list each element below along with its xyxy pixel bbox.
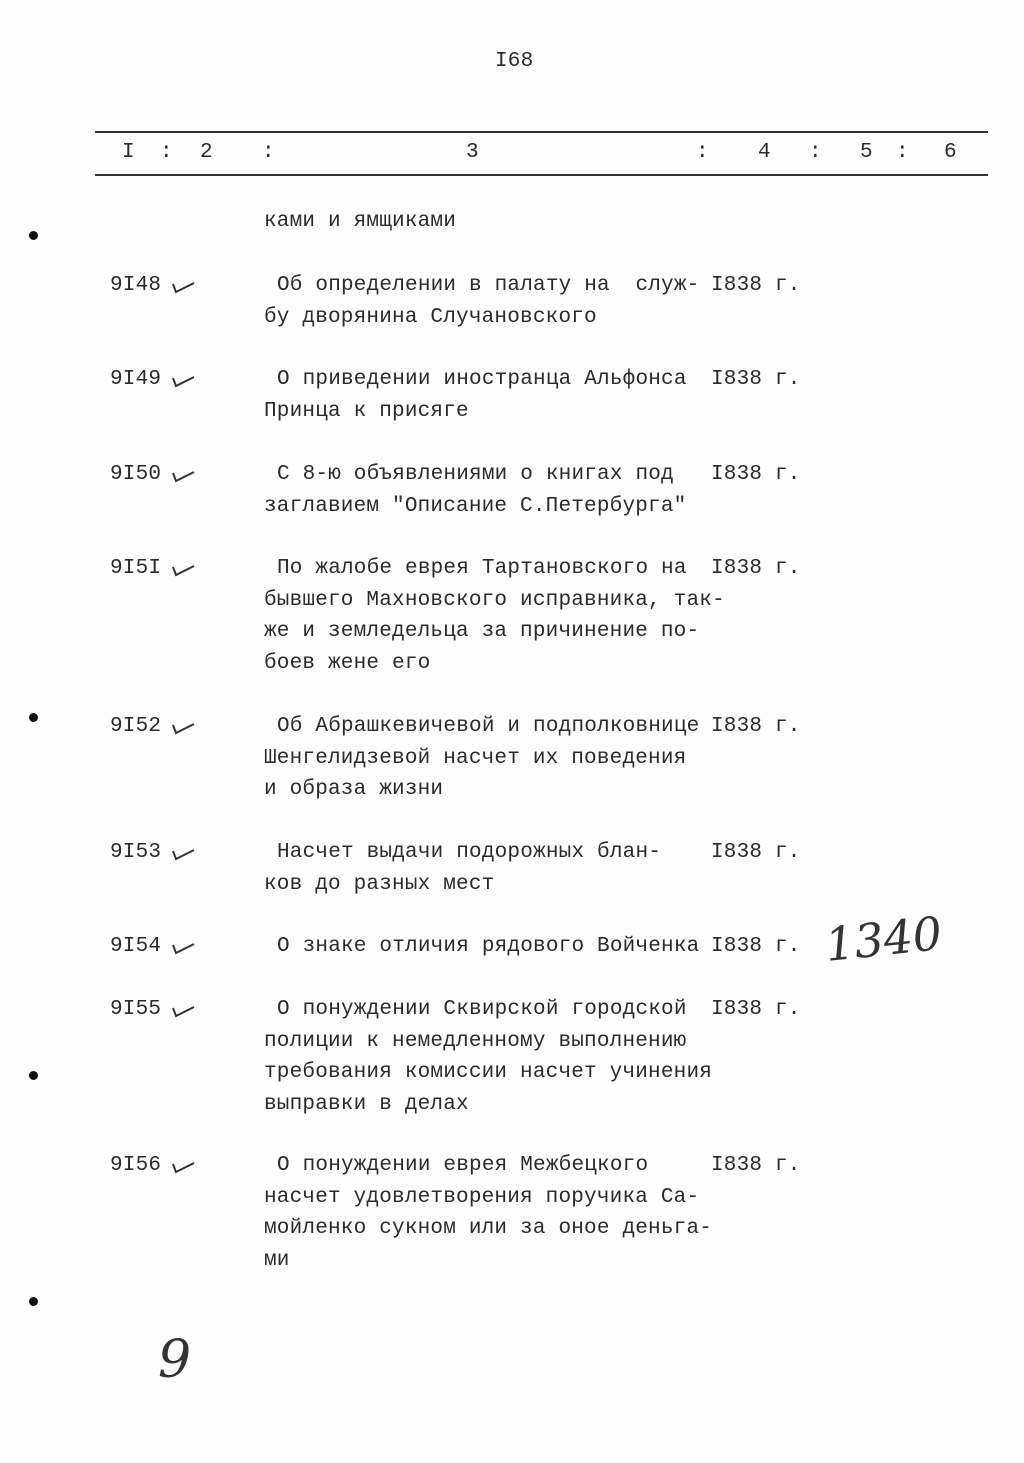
entry-title-line: и образа жизни xyxy=(264,778,444,801)
column-header-5: 5 xyxy=(860,141,873,164)
entry-title-line: Насчет выдачи подорожных блан- xyxy=(277,841,662,864)
checkmark-icon xyxy=(170,721,196,735)
entry-title-line: бу дворянина Случановского xyxy=(264,305,597,329)
entry-title-line: О понуждении Сквирской городской xyxy=(277,998,687,1021)
entry-year: I838 г. xyxy=(711,463,801,486)
punch-hole xyxy=(29,1071,38,1080)
handwritten-mark: 9 xyxy=(158,1330,192,1390)
entry-title-line: насчет удовлетворения поручика Са- xyxy=(264,1185,700,1209)
entry-year: I838 г. xyxy=(711,715,801,738)
entry-number: 9I50 xyxy=(110,463,162,486)
checkmark-icon xyxy=(170,1160,196,1174)
entry-title-line: заглавием "Описание С.Петербурга" xyxy=(264,494,687,518)
entry-title-line: полиции к немедленному выполнению xyxy=(264,1029,687,1053)
checkmark-icon xyxy=(170,563,196,577)
entry-number: 9I53 xyxy=(110,841,162,864)
entry-title-line: боев жене его xyxy=(264,651,431,675)
entry-title-line: О понуждении еврея Межбецкого xyxy=(277,1154,649,1177)
column-separator: : xyxy=(160,141,173,164)
entry-title-line: бывшего Махновского исправника, так- xyxy=(264,588,725,612)
entry-title-line: С 8-ю объявлениями о книгах под xyxy=(277,463,674,486)
checkmark-icon xyxy=(170,1004,196,1018)
entry-year: I838 г. xyxy=(711,557,801,580)
column-separator: : xyxy=(809,141,822,164)
checkmark-icon xyxy=(170,469,196,483)
column-header-I: I xyxy=(122,141,135,164)
entry-title-line: же и земледельца за причинение по- xyxy=(264,620,700,643)
punch-hole xyxy=(29,1297,38,1306)
handwritten-sheet-number: 1340 xyxy=(822,906,945,972)
checkmark-icon xyxy=(170,280,196,294)
entry-number: 9I52 xyxy=(110,715,162,738)
entry-title-line: ков до разных мест xyxy=(264,872,495,896)
entry-number: 9I49 xyxy=(110,368,162,391)
entry-title-line: ми xyxy=(264,1248,290,1272)
entry-title-line: Принца к присяге xyxy=(264,399,469,423)
checkmark-icon xyxy=(170,941,196,955)
checkmark-icon xyxy=(170,374,196,388)
punch-hole xyxy=(29,713,38,722)
punch-hole xyxy=(29,231,38,240)
entry-title-line: требования комиссии насчет учинения xyxy=(264,1061,713,1084)
entry-number: 9I55 xyxy=(110,998,162,1021)
entry-year: I838 г. xyxy=(711,841,801,864)
entry-title-line: выправки в делах xyxy=(264,1092,469,1116)
checkmark-icon xyxy=(170,847,196,861)
entry-title-line: Шенгелидзевой насчет их поведения xyxy=(264,746,687,770)
column-header-3: 3 xyxy=(466,141,479,164)
header-top-rule xyxy=(95,131,988,133)
entry-title-line: Об Абрашкевичевой и подполковнице xyxy=(277,715,700,738)
entry-title-line: мойленко сукном или за оное деньга- xyxy=(264,1217,713,1240)
page-number: I68 xyxy=(495,50,534,73)
entry-year: I838 г. xyxy=(711,368,801,391)
column-separator: : xyxy=(696,141,709,164)
entry-number: 9I48 xyxy=(110,274,162,297)
entry-year: I838 г. xyxy=(711,998,801,1021)
header-bottom-rule xyxy=(95,174,988,176)
entry-title-line: О знаке отличия рядового Войченка xyxy=(277,935,700,958)
entry-number: 9I5I xyxy=(110,557,162,580)
entry-title-line: О приведении иностранца Альфонса xyxy=(277,368,687,391)
entry-number: 9I54 xyxy=(110,935,162,958)
entry-title-line: Об определении в палату на служ- xyxy=(277,274,700,297)
entry-year: I838 г. xyxy=(711,935,801,958)
entry-year: I838 г. xyxy=(711,1154,801,1177)
entry-year: I838 г. xyxy=(711,274,801,297)
continuation-text: ками и ямщиками xyxy=(264,210,457,233)
entry-title-line: По жалобе еврея Тартановского на xyxy=(277,557,687,580)
column-separator: : xyxy=(262,141,275,164)
column-header-6: 6 xyxy=(944,141,957,164)
entry-number: 9I56 xyxy=(110,1154,162,1177)
column-header-2: 2 xyxy=(200,141,213,164)
column-separator: : xyxy=(896,141,909,164)
column-header-4: 4 xyxy=(758,141,771,164)
